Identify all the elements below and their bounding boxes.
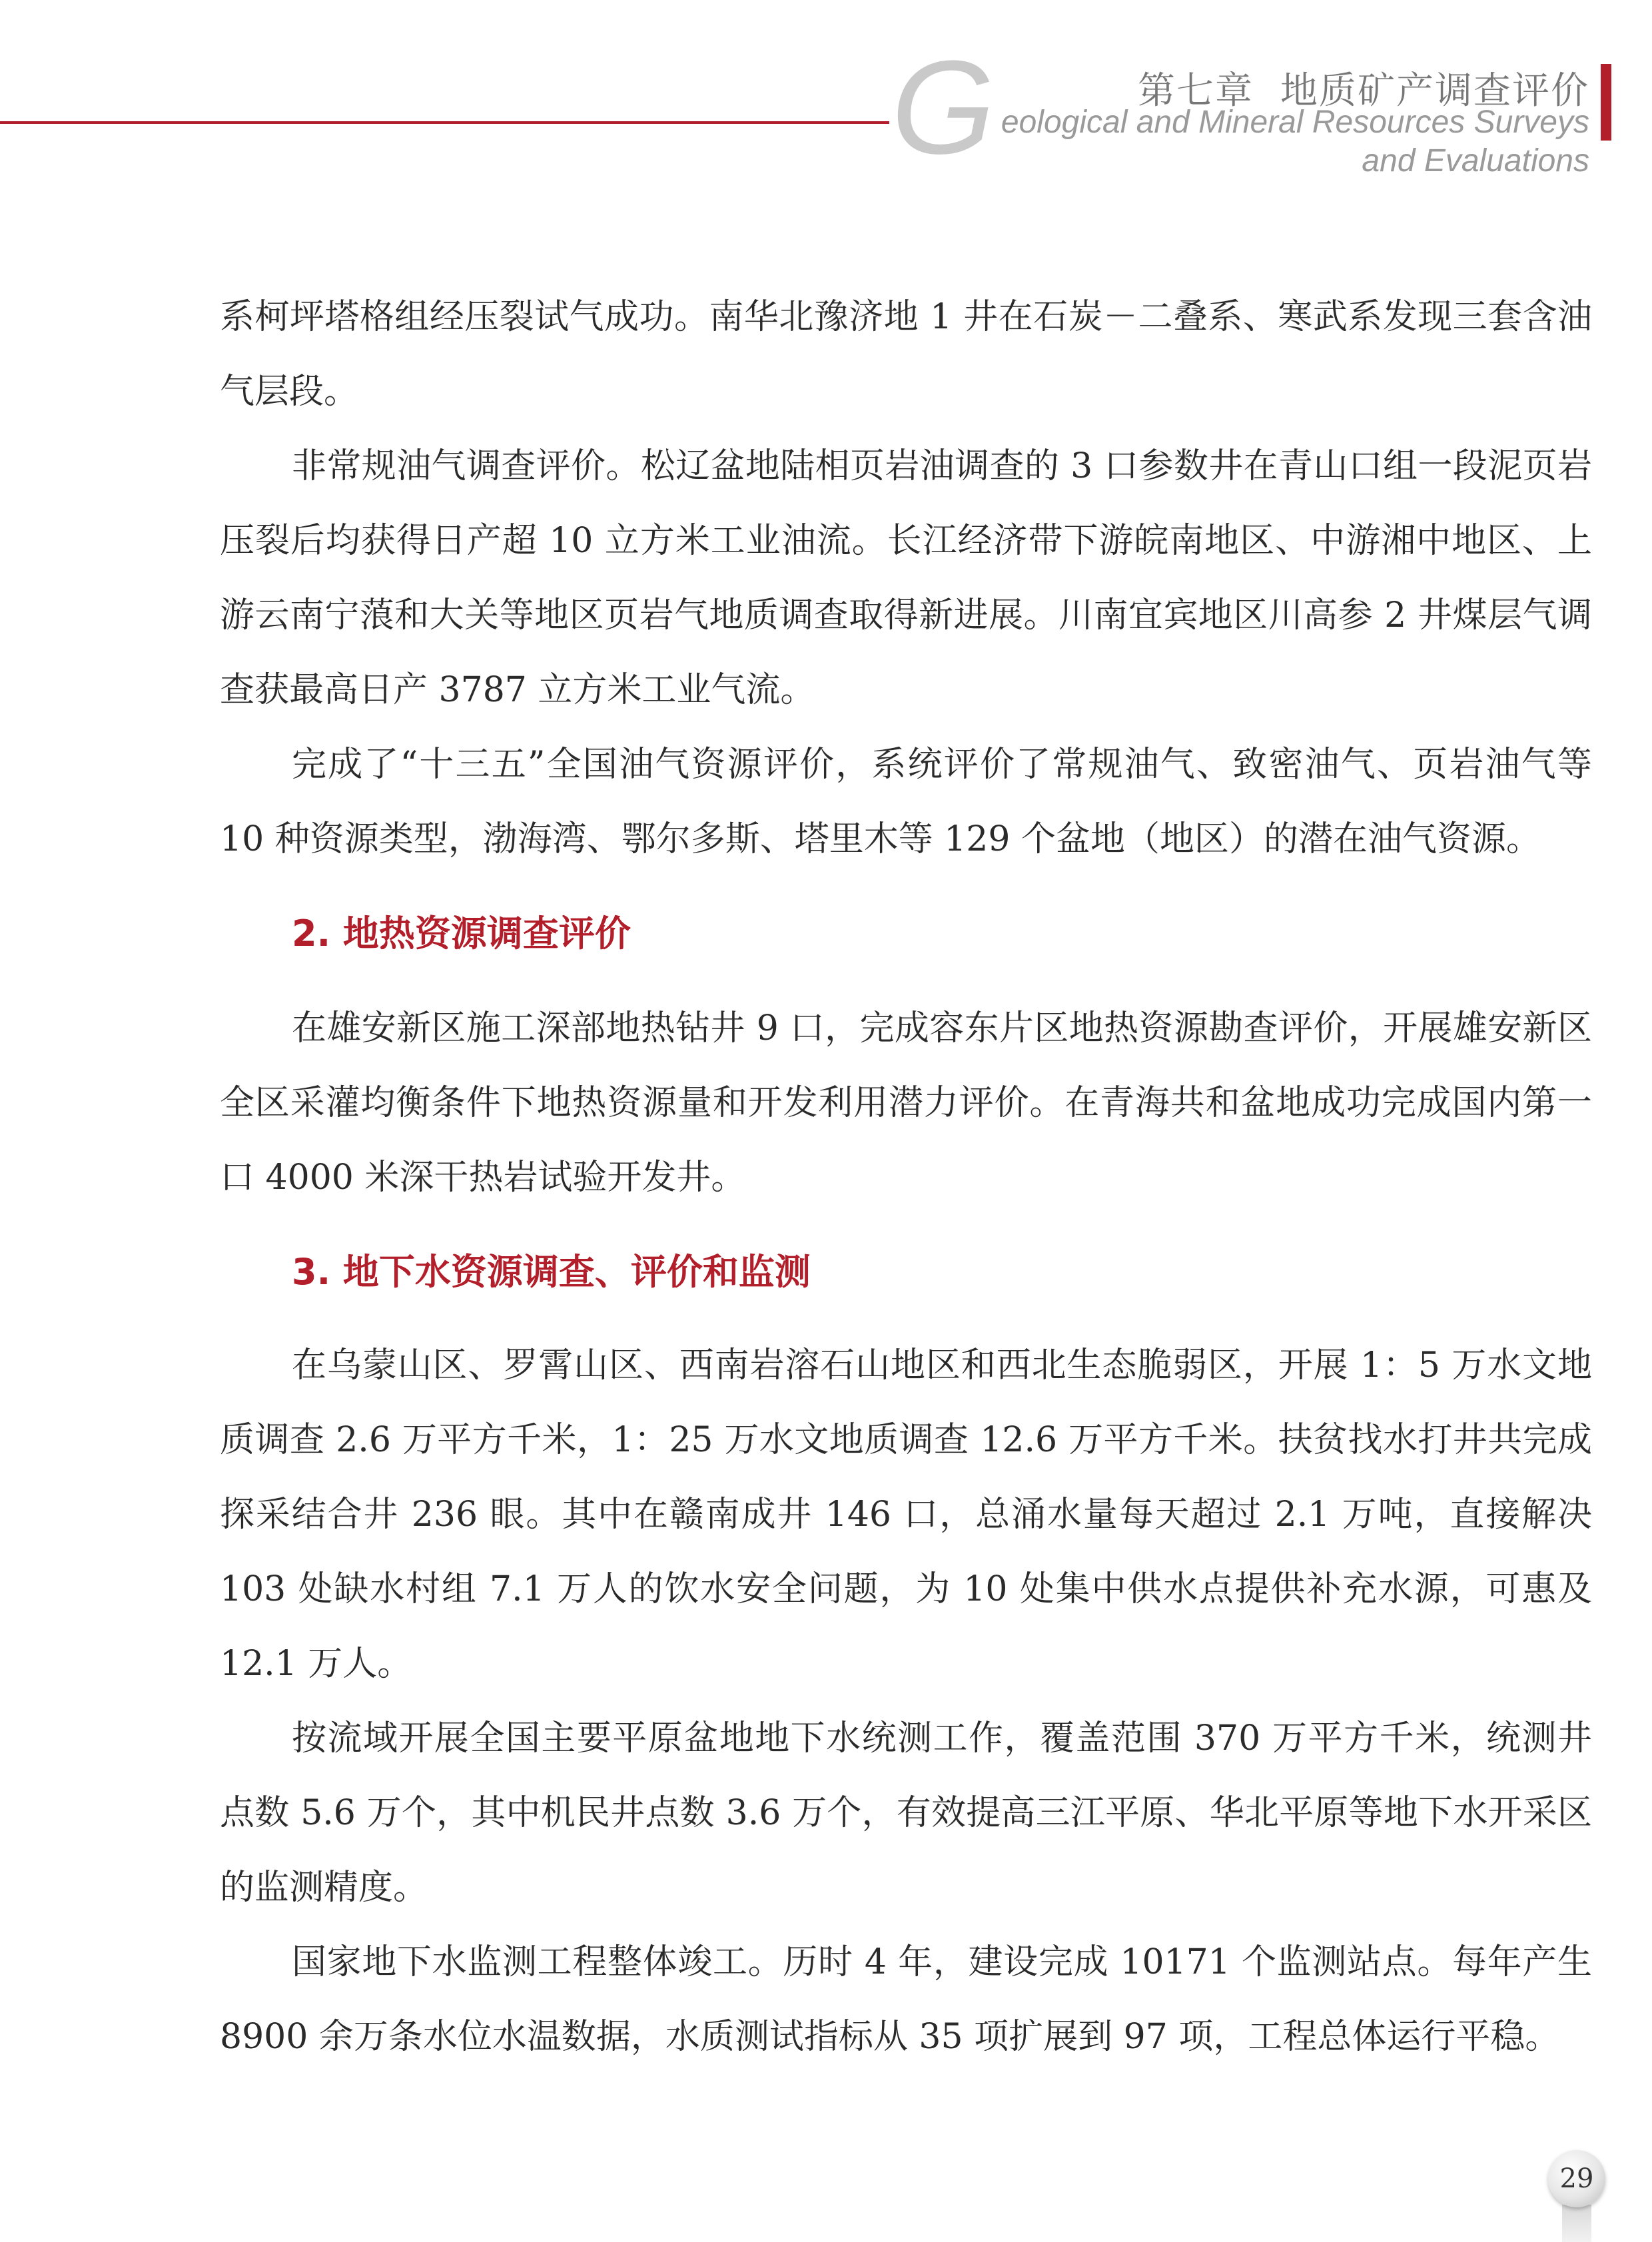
chapter-subtitle-line1: eological and Mineral Resources Surveys — [1001, 105, 1589, 140]
page-number-tab — [1562, 2205, 1591, 2242]
paragraph-resource-evaluation: 完成了“十三五”全国油气资源评价，系统评价了常规油气、致密油气、页岩油气等 10 种资源类型，渤海湾、鄂尔多斯、塔里木等 129 个盆地（地区）的潜在油气资源。 — [220, 745, 1592, 859]
chapter-name: 地质矿产调查评价 — [1280, 69, 1589, 113]
header-accent-bar — [1601, 64, 1611, 141]
paragraph-groundwater-census: 按流域开展全国主要平原盆地地下水统测工作，覆盖范围 370 万平方千米，统测井点数 5.6 万个，其中机民井点数 3.6 万个，有效提高三江平原、华北平原等地下水开采区的监测精度。 — [220, 1718, 1592, 1908]
header-rule — [0, 121, 889, 124]
chapter-number: 第七章 — [1138, 69, 1254, 113]
paragraph-monitoring-project: 国家地下水监测工程整体竣工。历时 4 年，建设完成 10171 个监测站点。每年产生 8900 余万条水位水温数据，水质测试指标从 35 项扩展到 97 项，工程总体运行平稳。 — [220, 1942, 1592, 2057]
header-big-letter: G — [891, 33, 995, 182]
paragraph-continuation: 系柯坪塔格组经压裂试气成功。南华北豫济地 1 井在石炭－二叠系、寒武系发现三套含油气层段。 — [220, 297, 1592, 412]
paragraph-hydrogeology-survey: 在乌蒙山区、罗霄山区、西南岩溶石山地区和西北生态脆弱区，开展 1：5 万水文地质调查 2.6 万平方千米，1：25 万水文地质调查 12.6 万平方千米。扶贫找水打井共完成探采结合井 236 眼。其中在赣南成井 146 口，总涌水量每天超过 2.1 万吨，直接解决 103 处缺水村组 7.1 万人的饮水安全问题，为 10 处集中供水点提供补充水源，可惠及 12.1 万人。 — [220, 1345, 1592, 1684]
chapter-subtitle-line2: and Evaluations — [1362, 143, 1589, 179]
section-heading-geothermal: 2. 地热资源调查评价 — [292, 913, 631, 954]
page-number: 29 — [1548, 2150, 1605, 2207]
paragraph-unconventional-oil-gas: 非常规油气调查评价。松辽盆地陆相页岩油调查的 3 口参数井在青山口组一段泥页岩压裂后均获得日产超 10 立方米工业油流。长江经济带下游皖南地区、中游湘中地区、上游云南宁蒗和大关等地区页岩气地质调查取得新进展。川南宜宾地区川高参 2 井煤层气调查获最高日产 3787 立方米工业气流。 — [220, 446, 1592, 710]
page-content — [220, 280, 1592, 2074]
section-heading-groundwater: 3. 地下水资源调查、评价和监测 — [292, 1251, 811, 1293]
paragraph-geothermal: 在雄安新区施工深部地热钻井 9 口，完成容东片区地热资源勘查评价，开展雄安新区全区采灌均衡条件下地热资源量和开发利用潜力评价。在青海共和盆地成功完成国内第一口 4000 米深干热岩试验开发井。 — [220, 1008, 1592, 1198]
chapter-subtitle-en — [857, 103, 1589, 181]
